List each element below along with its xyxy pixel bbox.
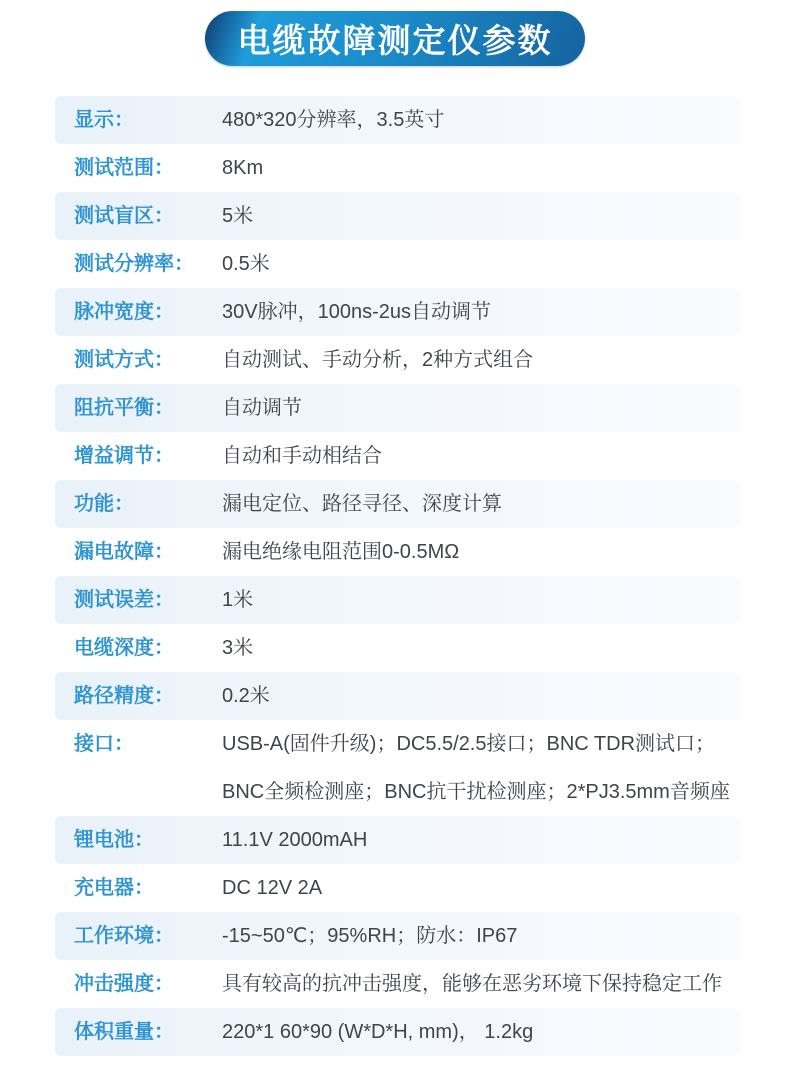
spec-label: 测试范围： bbox=[74, 157, 174, 179]
spec-label: 测试方式： bbox=[74, 349, 174, 371]
spec-label: 功能： bbox=[74, 493, 134, 515]
spec-row-blind-zone bbox=[55, 192, 740, 240]
spec-row-functions bbox=[55, 480, 740, 528]
spec-label: 测试分辨率： bbox=[74, 253, 194, 275]
spec-label: 锂电池： bbox=[74, 829, 154, 851]
spec-label: 漏电故障： bbox=[74, 541, 174, 563]
spec-label: 电缆深度： bbox=[74, 637, 174, 659]
spec-row-path-accuracy bbox=[55, 672, 740, 720]
spec-label: 路径精度： bbox=[74, 685, 174, 707]
spec-label: 冲击强度： bbox=[74, 973, 174, 995]
spec-value: 220*1 60*90 (W*D*H, mm)， 1.2kg bbox=[222, 1021, 534, 1043]
spec-row-test-error bbox=[55, 576, 740, 624]
spec-value: 480*320分辨率，3.5英寸 bbox=[222, 109, 445, 131]
spec-row-cable-depth bbox=[55, 624, 740, 672]
spec-row-test-range bbox=[55, 144, 740, 192]
spec-value: 0.2米 bbox=[222, 685, 270, 707]
spec-row-leakage-fault bbox=[55, 528, 740, 576]
page-title-banner bbox=[205, 11, 585, 66]
spec-value: 具有较高的抗冲击强度，能够在恶劣环境下保持稳定工作 bbox=[222, 973, 722, 995]
spec-value: DC 12V 2A bbox=[222, 877, 323, 899]
spec-row-interfaces bbox=[55, 720, 740, 816]
spec-value-line-2: BNC全频检测座；BNC抗干扰检测座；2*PJ3.5mm音频座 bbox=[222, 781, 730, 803]
spec-row-resolution bbox=[55, 240, 740, 288]
spec-table bbox=[55, 96, 740, 1056]
spec-value bbox=[222, 720, 740, 816]
spec-value: 自动和手动相结合 bbox=[222, 445, 382, 467]
spec-label: 体积重量： bbox=[74, 1021, 174, 1043]
spec-label: 测试盲区： bbox=[74, 205, 174, 227]
spec-value: 3米 bbox=[222, 637, 254, 659]
spec-label: 测试误差： bbox=[74, 589, 174, 611]
spec-value: 8Km bbox=[222, 157, 264, 179]
spec-row-test-mode bbox=[55, 336, 740, 384]
spec-label: 接口： bbox=[74, 733, 134, 755]
spec-row-shock-strength bbox=[55, 960, 740, 1008]
spec-value-line-1: USB-A(固件升级)；DC5.5/2.5接口；BNC TDR测试口； bbox=[222, 733, 716, 755]
spec-value: 漏电绝缘电阻范围0-0.5MΩ bbox=[222, 541, 460, 563]
spec-value: 0.5米 bbox=[222, 253, 270, 275]
spec-value: 30V脉冲，100ns-2us自动调节 bbox=[222, 301, 491, 323]
spec-row-size-weight bbox=[55, 1008, 740, 1056]
spec-sheet bbox=[0, 11, 790, 1091]
spec-label: 充电器： bbox=[74, 877, 154, 899]
spec-row-display bbox=[55, 96, 740, 144]
spec-value: 漏电定位、路径寻径、深度计算 bbox=[222, 493, 502, 515]
spec-row-battery bbox=[55, 816, 740, 864]
spec-row-pulse-width bbox=[55, 288, 740, 336]
spec-label: 阻抗平衡： bbox=[74, 397, 174, 419]
spec-label: 增益调节： bbox=[74, 445, 174, 467]
spec-row-gain-adjust bbox=[55, 432, 740, 480]
spec-row-operating-env bbox=[55, 912, 740, 960]
spec-value: 5米 bbox=[222, 205, 254, 227]
spec-value: -15~50℃；95%RH；防水：IP67 bbox=[222, 925, 518, 947]
spec-value: 11.1V 2000mAH bbox=[222, 829, 368, 851]
spec-label: 脉冲宽度： bbox=[74, 301, 174, 323]
spec-label: 工作环境： bbox=[74, 925, 174, 947]
page-title: 电缆故障测定仪参数 bbox=[237, 24, 553, 60]
spec-row-impedance-balance bbox=[55, 384, 740, 432]
spec-label: 显示： bbox=[74, 109, 134, 131]
spec-value: 自动调节 bbox=[222, 397, 302, 419]
spec-value: 1米 bbox=[222, 589, 254, 611]
spec-value: 自动测试、手动分析，2种方式组合 bbox=[222, 349, 534, 371]
spec-row-charger bbox=[55, 864, 740, 912]
